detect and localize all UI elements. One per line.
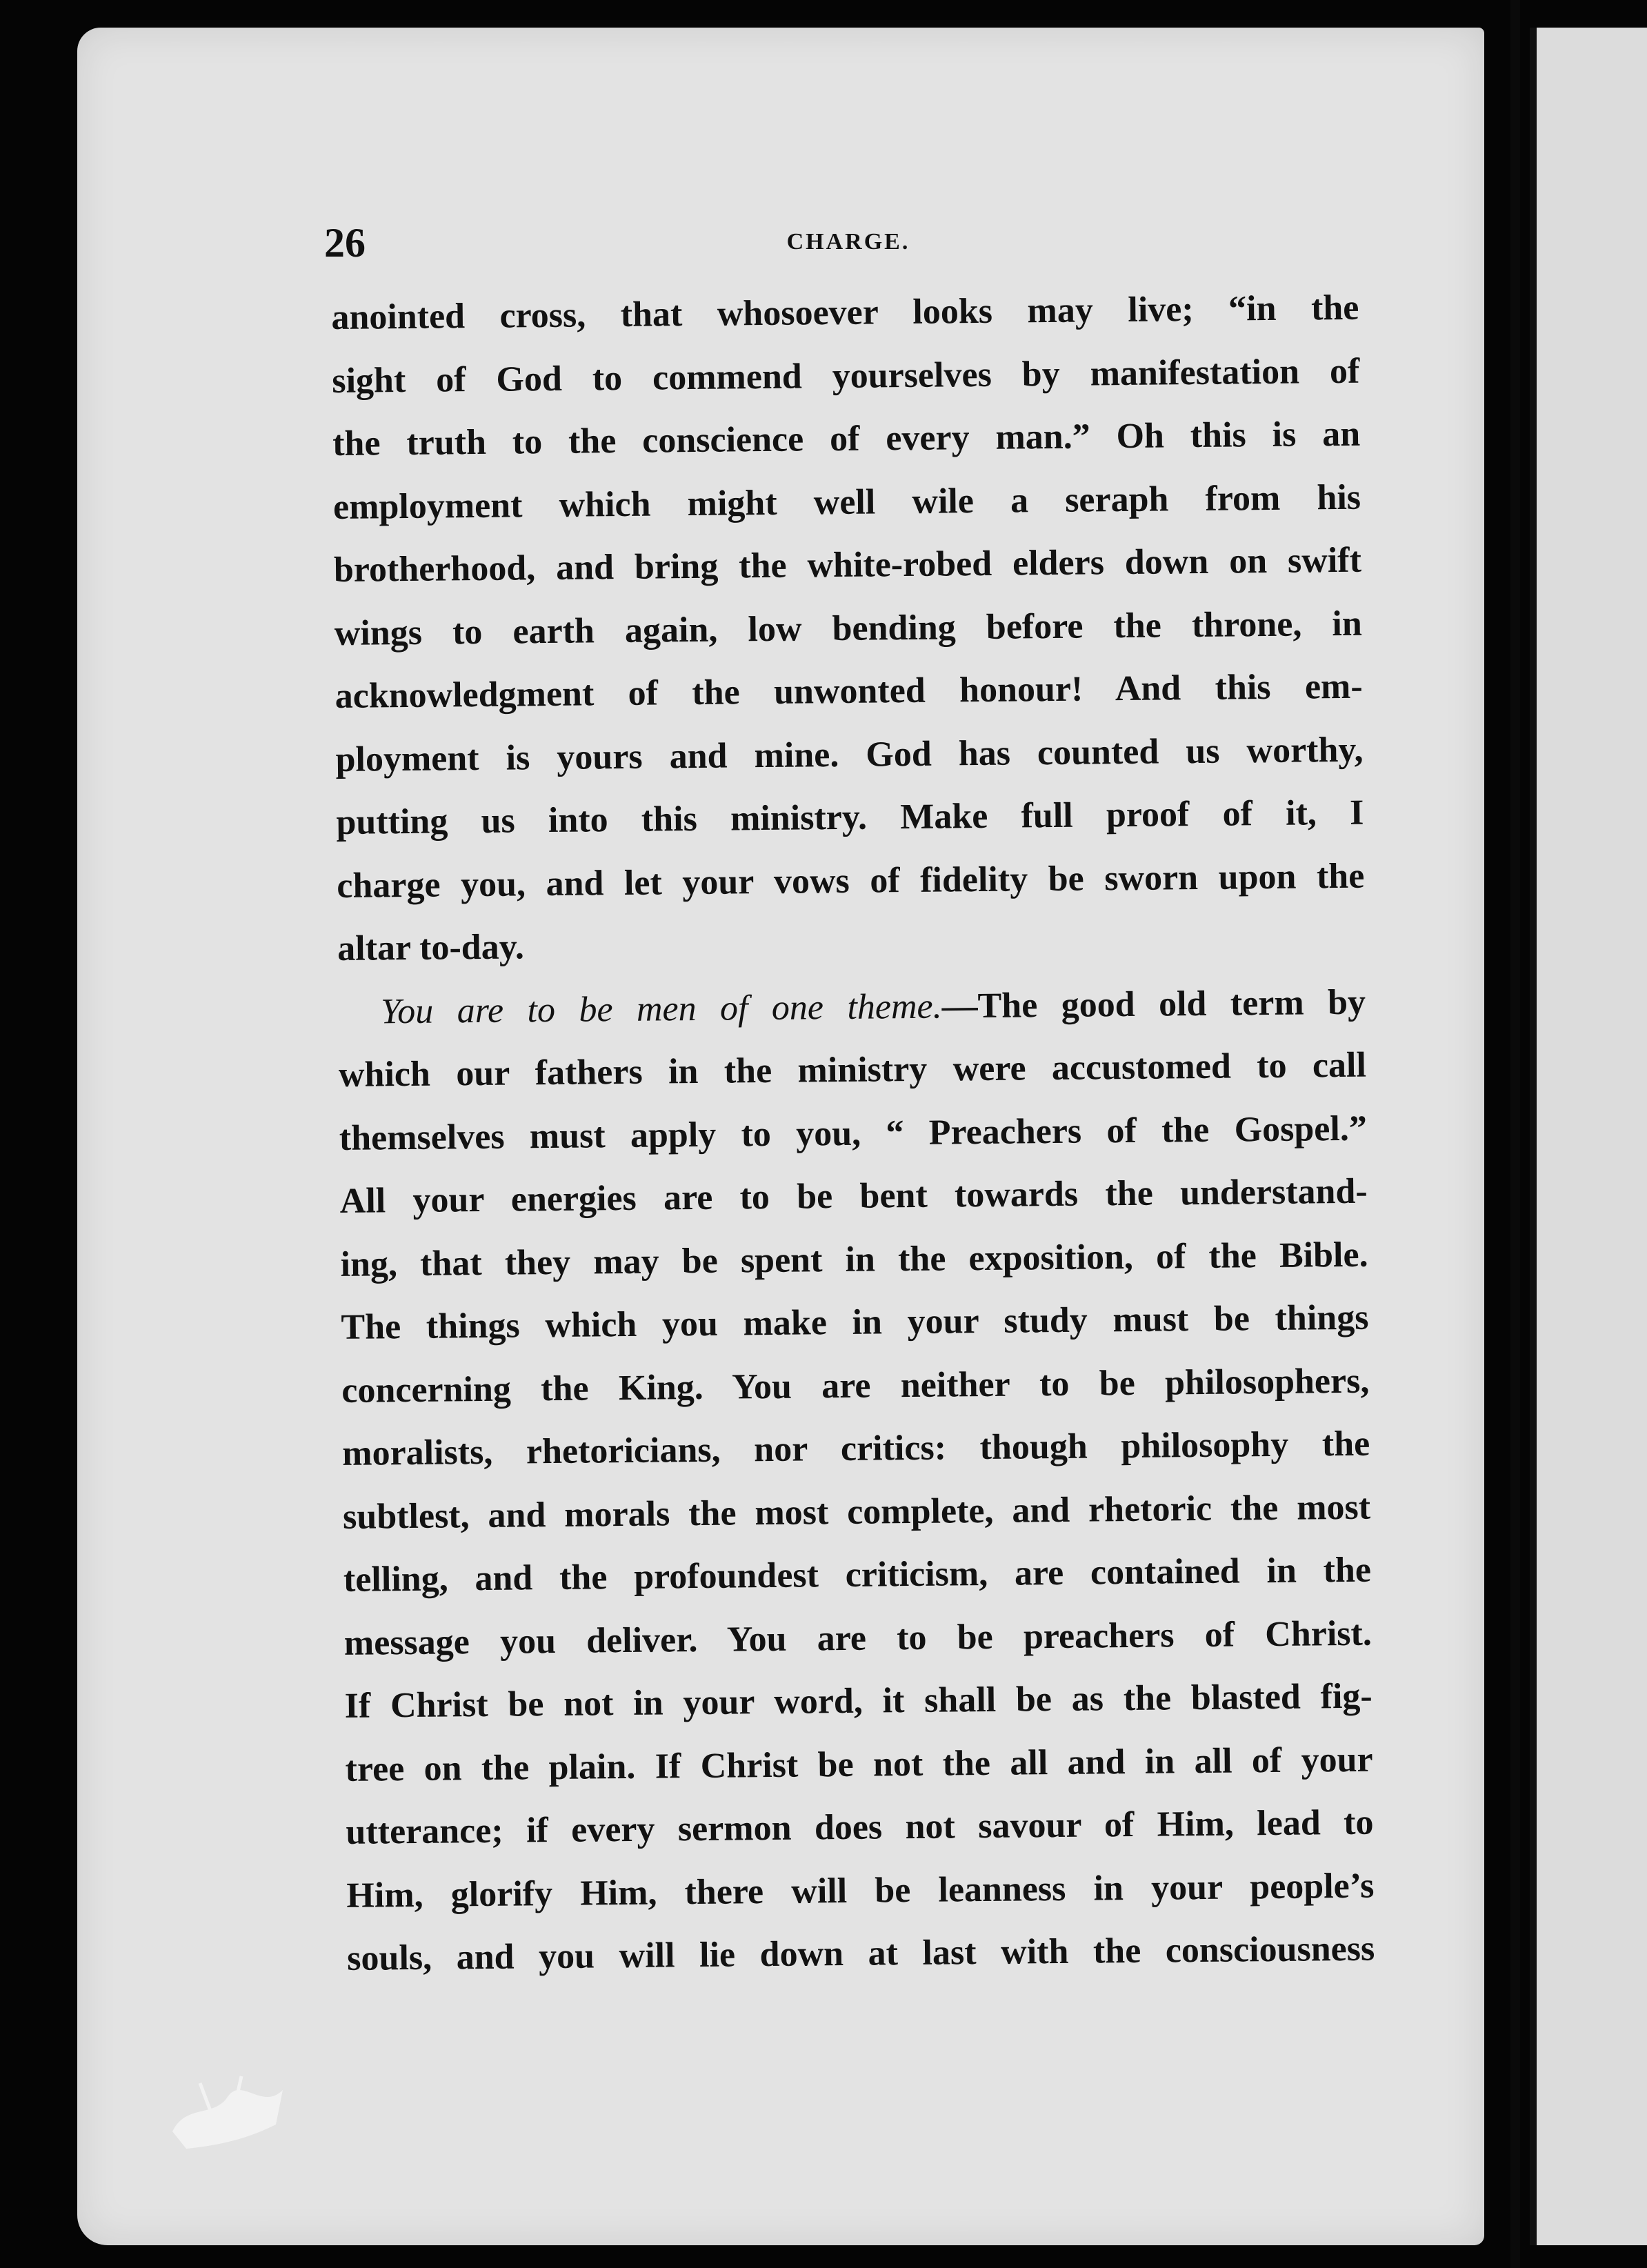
text-line: acknowledgment of the unwonted honour! And this em-	[335, 666, 1363, 716]
text-line: moralists, rhetoricians, nor critics: though philosophy the	[341, 1424, 1370, 1473]
text-line: which our fathers in the ministry were accustomed to call	[338, 1045, 1367, 1095]
body-text	[331, 277, 1375, 1991]
text-line: If Christ be not in your word, it shall be as the blasted fig-	[344, 1676, 1372, 1726]
text-line: subtlest, and morals the most complete, and rhetoric the most	[342, 1487, 1371, 1537]
text-line: anointed cross, that whosoever looks may live; “in the	[331, 288, 1359, 337]
text-line: message you deliver. You are to be preachers of Christ.	[343, 1613, 1372, 1663]
paragraph-2	[338, 971, 1375, 1990]
text-line: ing, that they may be spent in the exposition, of the Bible.	[340, 1235, 1368, 1284]
page-number: 26	[324, 220, 366, 266]
text-line: telling, and the profoundest criticism, are contained in the	[343, 1550, 1372, 1600]
scan-smudge	[159, 2062, 297, 2159]
text-line: themselves must apply to you, “ Preachers of the Gospel.”	[339, 1108, 1368, 1158]
text-line: putting us into this ministry. Make full proof of it, I	[336, 793, 1364, 842]
running-title: CHARGE.	[786, 229, 910, 255]
text-line: brotherhood, and bring the white-robed elders down on swift	[333, 540, 1362, 590]
text-line: utterance; if every sermon does not savour of Him, lead to	[346, 1802, 1374, 1852]
text-line: All your energies are to be bent towards the understand-	[339, 1171, 1368, 1221]
italic-heading: You are to be men of one theme.	[380, 986, 942, 1031]
text-line: The things which you make in your study must be things	[341, 1297, 1369, 1347]
paragraph-2-first-line	[338, 971, 1366, 1044]
text-line: Him, glorify Him, there will be leanness in your people’s	[346, 1866, 1375, 1916]
text-line: concerning the King. You are neither to be philosophers,	[341, 1361, 1370, 1411]
text-line: charge you, and let your vows of fidelity be sworn upon the	[337, 856, 1365, 906]
text-line: wings to earth again, low bending before the throne, in	[334, 604, 1363, 653]
text-line: sight of God to commend yourselves by manifestation of	[332, 351, 1360, 401]
text-line: employment which might well wile a seraph from his	[332, 477, 1361, 527]
text-line: tree on the plain. If Christ be not the all and in all of your	[345, 1740, 1373, 1789]
text-line: ployment is yours and mine. God has counted us worthy,	[335, 730, 1364, 779]
text-line: the truth to the conscience of every man.” Oh this is an	[332, 414, 1361, 464]
running-head	[324, 219, 1372, 275]
text-line: altar to-day.	[337, 927, 525, 968]
facing-page-edge	[1530, 28, 1647, 2245]
paragraph-1	[331, 277, 1366, 981]
book-gutter	[1510, 0, 1520, 2268]
text-line: souls, and you will lie down at last with the consciousness	[346, 1929, 1375, 1978]
heading-continuation: —The good old term by	[941, 982, 1366, 1026]
